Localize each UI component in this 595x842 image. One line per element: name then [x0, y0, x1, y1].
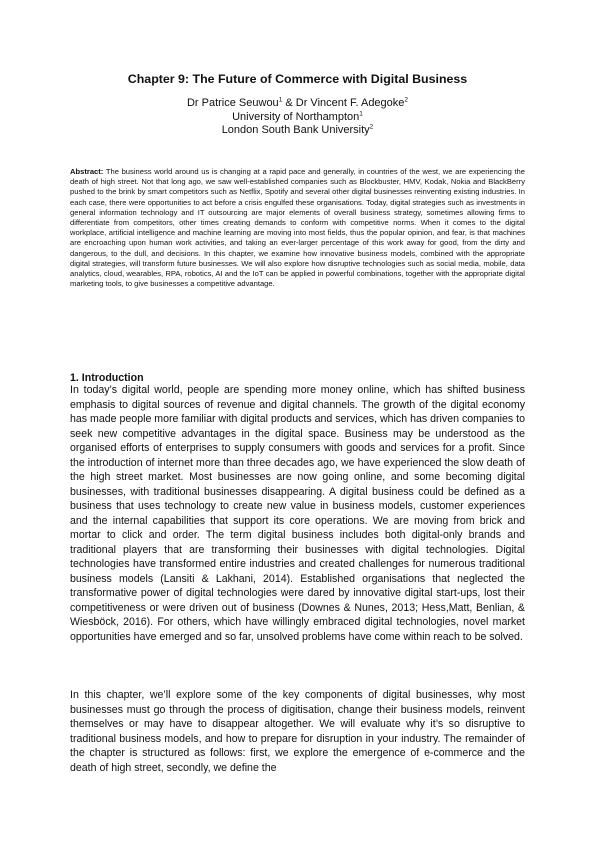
paragraph-1: In today’s digital world, people are spending more money online, which has shifted business emphasis to digital sources of revenue and digital channels. The growth of the digital economy has made people more familiar with digital products and services, which has driven companies to seek new competitive advantages in the digital space. Business may be understood as the organised efforts of enterprises to supply consumers with goods and services for a profit. Since the introduction of internet more than three decades ago, we have experienced the slow death of the high street market. Most businesses are now going online, and some becoming digital businesses, with traditional businesses disappearing. A digital business could be defined as a business that uses technology to create new value in business models, customer experiences and the internal capabilities that support its core operations. We are moving from brick and mortar to click and order. The term digital business includes both digital-only brands and traditional players that are transforming their businesses with digital technologies. Digital technologies have transformed entire industries and created challenges for numerous traditional business models (Lansiti & Lakhani, 2014). Established organisations that neglected the transformative power of digital technologies were dared by innovative digital start-ups, lost their competitiveness or were driven out of business (Downes & Nunes, 2013; Hess,Matt, Benlian, & Wiesböck, 2016). For others, which have willingly embraced digital technologies, novel market opportunities have emerged and so far, unsolved problems have come within reach to be solved.: [70, 384, 525, 643]
abstract-text: The business world around us is changing at a rapid pace and generally, in countries of the west, we are experiencing the death of high street. Not that long ago, we saw well-established companies such as Blockbuster, HMV, Kodak, Nokia and BlackBerry pushed to the brink by smart competitors such as Netflix, Spotify and several other digital businesses reinventing existing industries. In each case, there were opportunities to act before a crisis engulfed these organisations. Today, digital strategies such as investments in general information technology and IT outsourcing are major elements of overall business strategy, sometimes allowing firms to differentiate from competitors, other times creating demands to conform with competitive norms. When it comes to the digital workplace, artificial intelligence and machine learning are moving into most fields, thus the popular opinion, and fear, is that machines are encroaching upon human work activities, and taking an ever-larger percentage of this work away for good, from the dirty and dangerous, to the dull, and decisions. In this chapter, we examine how innovative business models, combined with the appropriate digital strategies, will transform future businesses. We will also explore how disruptive technologies such as social media, mobile, data analytics, cloud, wearables, RPA, robotics, AI and the IoT can be applied in powerful combinations, together with the appropriate digital marketing tools, to give businesses a competitive advantage.: [70, 167, 525, 289]
author-2-sup: 2: [404, 96, 409, 104]
author-2-name: & Dr Vincent F. Adegoke: [282, 97, 405, 109]
paragraph-2: In this chapter, we’ll explore some of the key components of digital businesses, why most businesses must go through the process of digitisation, change their business models, reinvent themselves or may have to disappear altogether. We will evaluate why it’s so disruptive to traditional business models, and how to prepare for disruption in your industry. The remainder of the chapter is structured as follows: first, we explore the emergence of e-commerce and the death of high street, secondly, we define the: [70, 689, 525, 774]
affiliation-2-name: London South Bank University: [221, 124, 370, 136]
abstract: [70, 167, 525, 289]
affiliation-1-name: University of Northampton: [232, 110, 360, 123]
affiliation-2: [0, 124, 595, 138]
affiliation-2-sup: 2: [369, 123, 374, 131]
abstract-label: Abstract:: [70, 167, 104, 176]
author-1-name: Dr Patrice Seuwou: [186, 97, 279, 109]
affiliation-1-sup: 1: [359, 109, 363, 117]
author-1-sup: 1: [278, 96, 283, 104]
chapter-title: Chapter 9: The Future of Commerce with Digital Business: [127, 72, 468, 86]
authors-line: [0, 97, 595, 111]
author-block: [0, 97, 595, 138]
section-heading: 1. Introduction: [70, 372, 144, 384]
affiliation-1: [0, 111, 595, 125]
